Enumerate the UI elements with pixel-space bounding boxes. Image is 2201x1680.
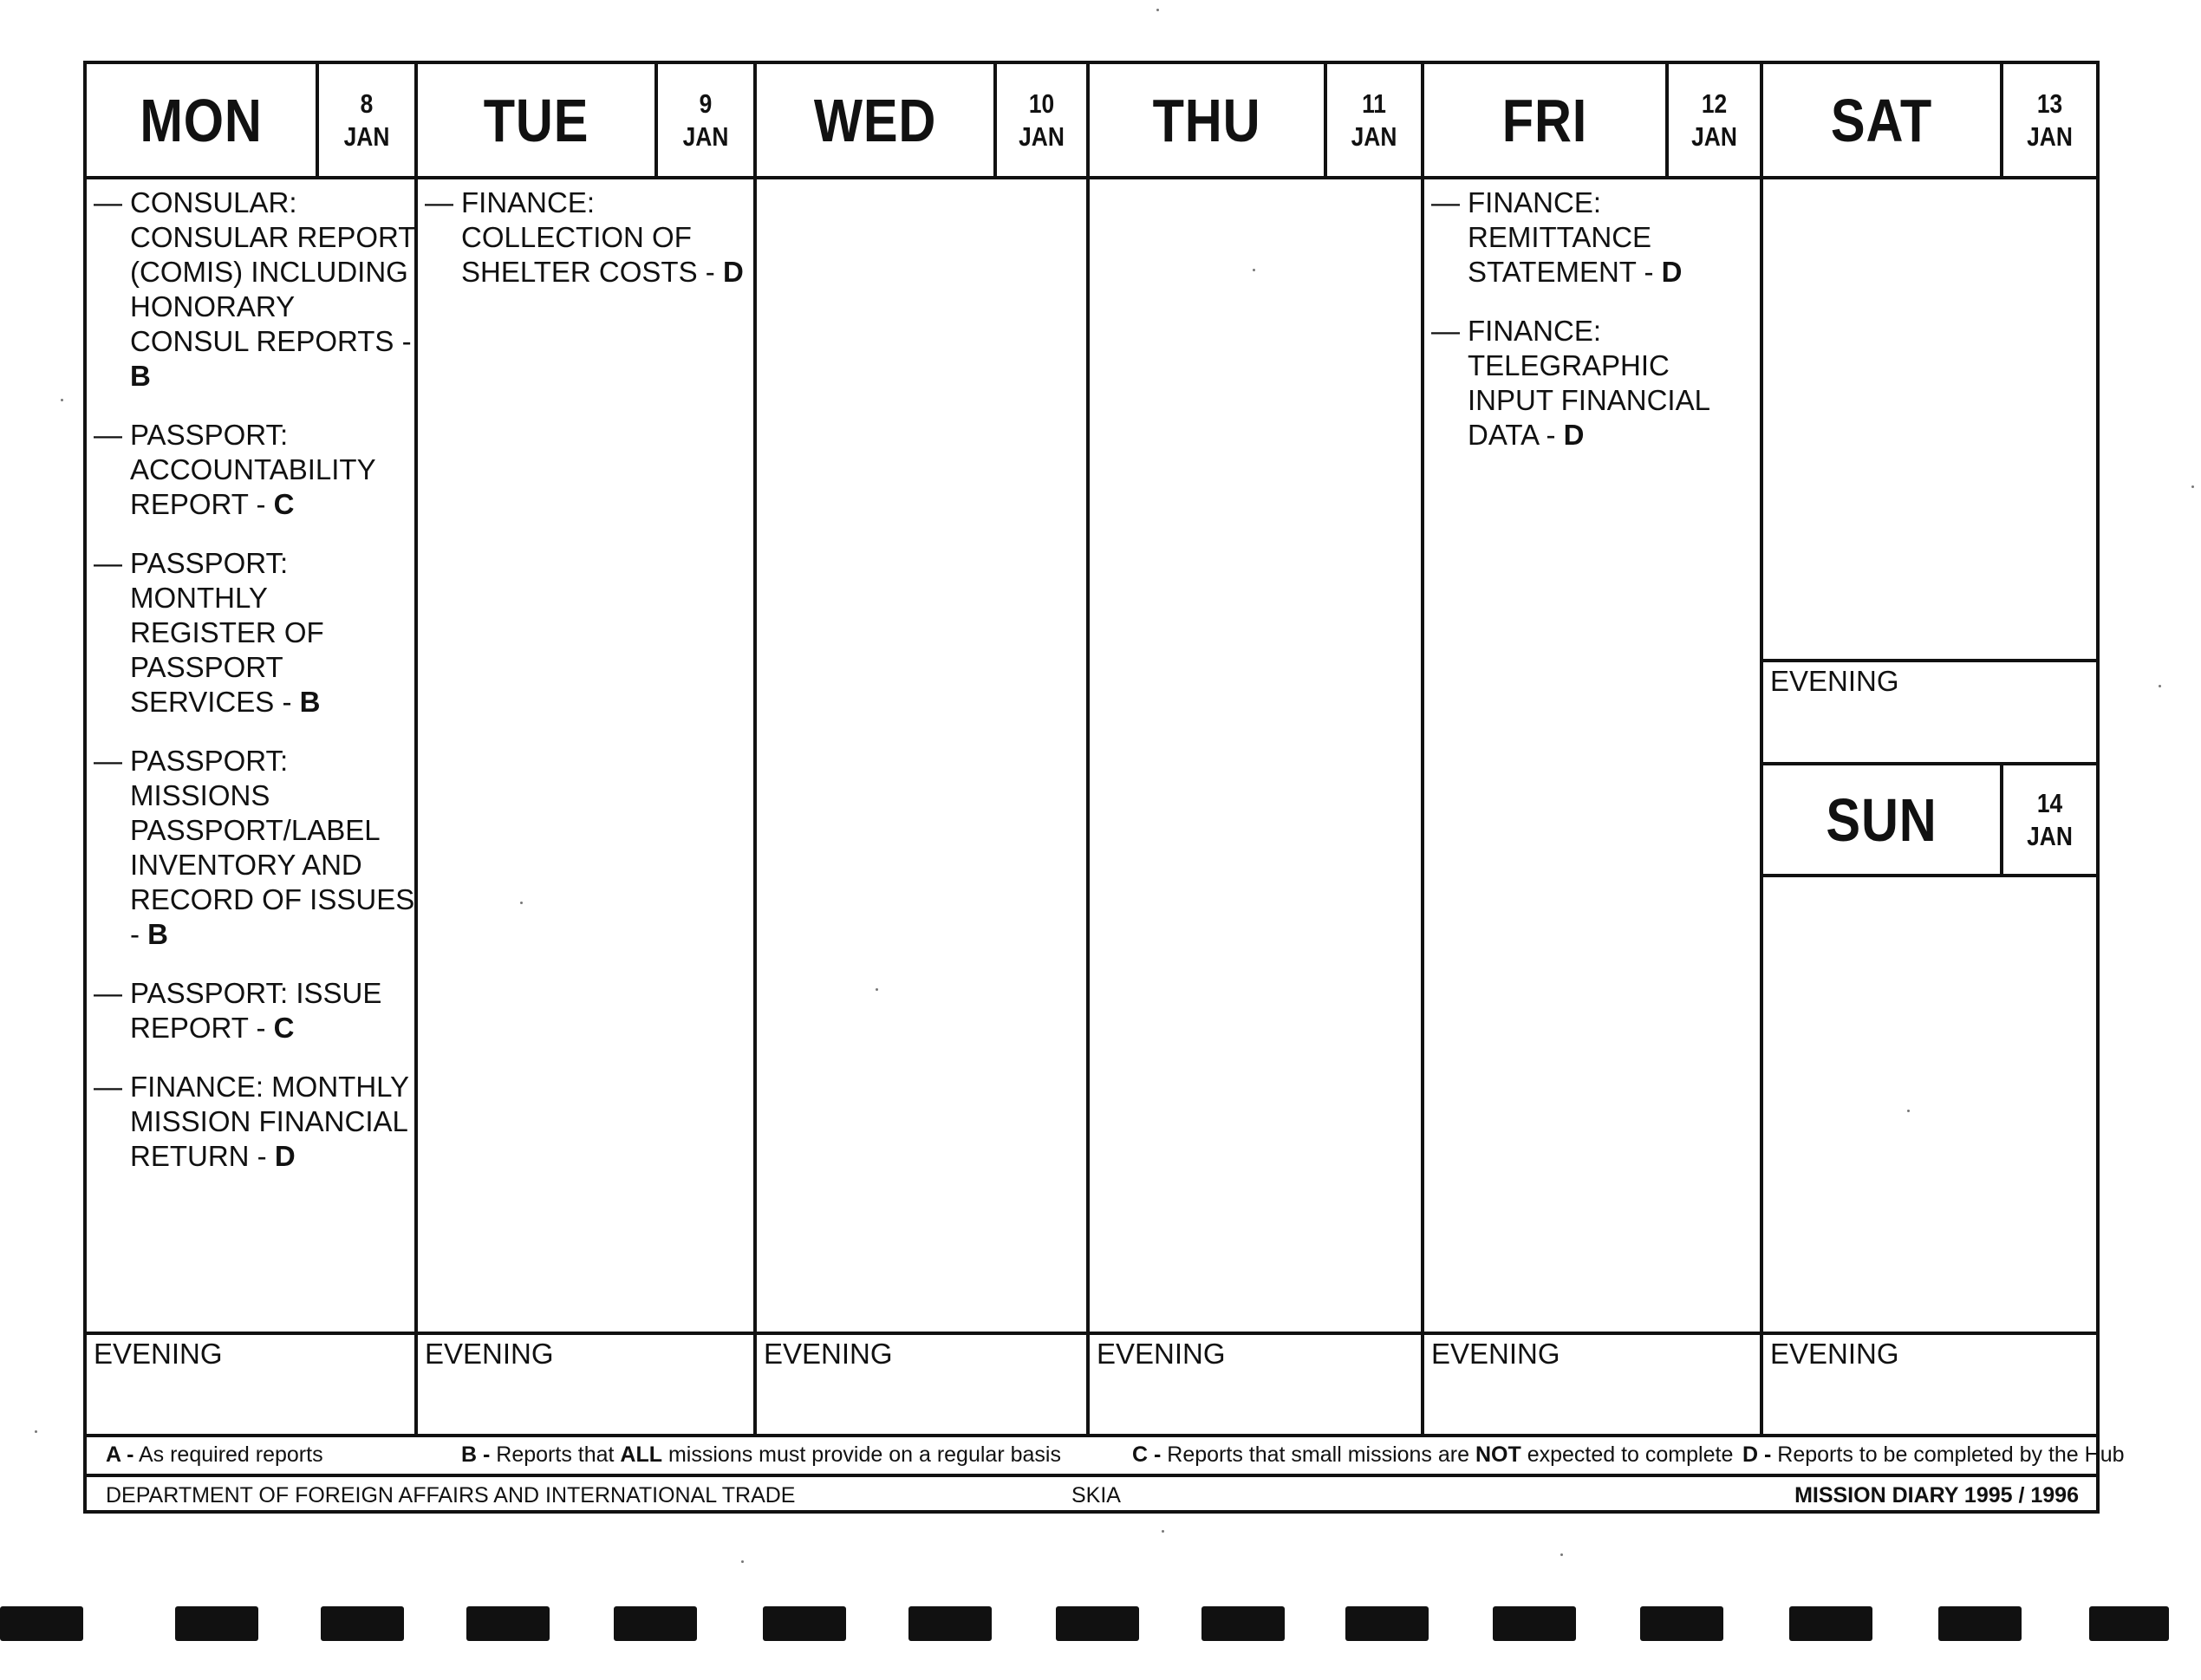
list-item: — FINANCE: COLLECTION OF SHELTER COSTS - D (425, 186, 746, 290)
thu-evening-label: EVENING (1097, 1338, 1226, 1370)
sun-date (2010, 765, 2089, 874)
legend-d-key: D - (1742, 1442, 1772, 1467)
legend-b (461, 1436, 1061, 1474)
wed-date-rule (993, 64, 997, 177)
fri-date-day: 12 (1701, 88, 1728, 119)
thu-date-rule (1324, 64, 1327, 177)
mon-evening-label: EVENING (94, 1338, 223, 1370)
wed-day-name: WED (813, 87, 937, 154)
footer-code: SKIA (1071, 1483, 1121, 1507)
legend-c-key: C - (1132, 1442, 1162, 1467)
tue-entries (425, 186, 746, 314)
scan-speck (1560, 1553, 1563, 1556)
scan-speck (2159, 685, 2161, 687)
thu-date-day: 11 (1362, 88, 1386, 119)
mission-diary-page (83, 61, 2125, 1514)
perforation-mark (908, 1606, 992, 1641)
legend-b-key: B - (461, 1442, 491, 1467)
legend-b-post: missions must provide on a regular basis (662, 1442, 1061, 1467)
sat-day-name: SAT (1830, 87, 1933, 154)
perforation-mark (614, 1606, 697, 1641)
thu-date (1334, 64, 1414, 177)
wed-evening-label: EVENING (764, 1338, 893, 1370)
legend-a (106, 1436, 323, 1474)
list-item: — PASSPORT: MONTHLY REGISTER OF PASSPORT SERVICES - B (94, 546, 416, 720)
mon-date (326, 64, 407, 177)
scan-speck (1156, 9, 1159, 11)
mon-date-month: JAN (343, 121, 390, 152)
sun-date-rule (2000, 762, 2003, 877)
sun-header-bottom-rule (1763, 874, 2096, 877)
mon-date-day: 8 (360, 88, 374, 119)
scan-speck (1907, 1110, 1910, 1112)
perforation-mark (1201, 1606, 1285, 1641)
footer-department: DEPARTMENT OF FOREIGN AFFAIRS AND INTERNATIONAL TRADE (106, 1483, 796, 1507)
legend-c-post: expected to complete (1521, 1442, 1734, 1467)
list-item: — FINANCE: TELEGRAPHIC INPUT FINANCIAL DATA - D (1431, 314, 1756, 453)
col-rule-2 (753, 64, 757, 1434)
legend-c (1132, 1436, 1733, 1474)
tue-date-month: JAN (682, 121, 729, 152)
scan-speck (741, 1560, 744, 1563)
tue-date-rule (654, 64, 658, 177)
sat-evening-label: EVENING (1770, 665, 1899, 697)
legend-b-pre: Reports that (496, 1442, 621, 1467)
scan-speck (1253, 269, 1255, 271)
scan-speck (876, 988, 878, 991)
fri-date-month: JAN (1691, 121, 1737, 152)
wed-date (1004, 64, 1080, 177)
list-item: — FINANCE: MONTHLY MISSION FINANCIAL RETURN - D (94, 1070, 416, 1174)
mon-day-name: MON (140, 87, 263, 154)
perforation-mark (1056, 1606, 1139, 1641)
legend-a-text: As required reports (138, 1442, 323, 1467)
perforation-mark (175, 1606, 258, 1641)
legend-b-bold: ALL (620, 1442, 663, 1467)
perforation-mark (763, 1606, 846, 1641)
scan-speck (1162, 1530, 1164, 1533)
list-item: — PASSPORT: ISSUE REPORT - C (94, 976, 416, 1045)
perforation-mark (1345, 1606, 1429, 1641)
col-rule-3 (1086, 64, 1090, 1434)
tue-date (665, 64, 746, 177)
fri-entries (1431, 186, 1756, 477)
thu-date-month: JAN (1351, 121, 1397, 152)
perforation-mark (1493, 1606, 1576, 1641)
sat-date (2010, 64, 2089, 177)
thu-day-name: THU (1152, 87, 1261, 154)
col-rule-5 (1760, 64, 1763, 1434)
tue-day-name: TUE (483, 87, 589, 154)
perforation-mark (1938, 1606, 2022, 1641)
legend-d-text: Reports to be completed by the Hub (1777, 1442, 2125, 1467)
perforation-mark (321, 1606, 404, 1641)
list-item: — FINANCE: REMITTANCE STATEMENT - D (1431, 186, 1756, 290)
list-item: — PASSPORT: MISSIONS PASSPORT/LABEL INVENTORY AND RECORD OF ISSUES - B (94, 744, 416, 952)
sun-evening-label: EVENING (1770, 1338, 1899, 1370)
list-item: — CONSULAR: CONSULAR REPORT (COMIS) INCLUDING HONORARY CONSUL REPORTS - B (94, 186, 416, 394)
perforation-mark (0, 1606, 83, 1641)
perforation-mark (2089, 1606, 2169, 1641)
sat-date-month: JAN (2027, 121, 2073, 152)
sun-date-month: JAN (2027, 820, 2073, 851)
wed-date-month: JAN (1019, 121, 1065, 152)
list-item: — PASSPORT: ACCOUNTABILITY REPORT - C (94, 418, 416, 522)
wed-date-day: 10 (1028, 88, 1055, 119)
legend-c-bold: NOT (1475, 1442, 1521, 1467)
fri-day-name: FRI (1501, 87, 1588, 154)
col-rule-4 (1421, 64, 1424, 1434)
mon-date-rule (316, 64, 319, 177)
evening-top-rule (87, 1332, 2096, 1335)
perforation-mark (1640, 1606, 1723, 1641)
scan-speck (35, 1430, 37, 1433)
sat-evening-top-rule (1763, 659, 2096, 662)
tue-evening-label: EVENING (425, 1338, 554, 1370)
sun-day-name: SUN (1826, 785, 1937, 854)
fri-date-rule (1665, 64, 1669, 177)
legend-c-pre: Reports that small missions are (1167, 1442, 1475, 1467)
sat-date-rule (2000, 64, 2003, 177)
footer-diary-title: MISSION DIARY 1995 / 1996 (1794, 1483, 2079, 1507)
fri-evening-label: EVENING (1431, 1338, 1560, 1370)
scan-speck (520, 902, 523, 904)
legend-a-key: A - (106, 1442, 134, 1467)
legend-d (1742, 1436, 2125, 1474)
scan-speck (61, 399, 63, 401)
mon-entries (94, 186, 416, 1198)
scan-speck (2191, 485, 2194, 488)
perforation-mark (466, 1606, 550, 1641)
fri-date (1676, 64, 1753, 177)
sun-date-day: 14 (2036, 787, 2063, 818)
tue-date-day: 9 (699, 88, 713, 119)
perforation-mark (1789, 1606, 1872, 1641)
sat-date-day: 13 (2036, 88, 2063, 119)
